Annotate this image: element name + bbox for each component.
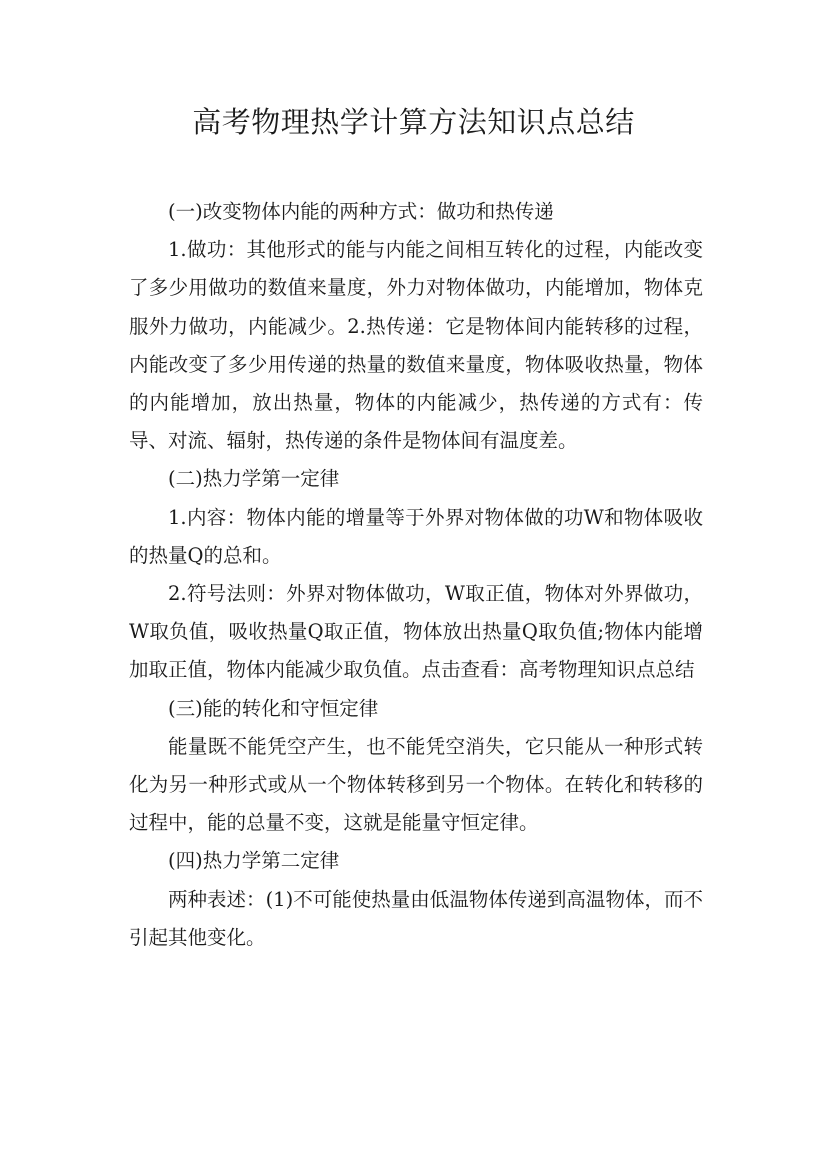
paragraph: 2.符号法则：外界对物体做功，W取正值，物体对外界做功，W取负值，吸收热量Q取正值，物体放出热量Q取负值;物体内能增加取正值，物体内能减少取负值。点击查看：高考物理知识点总结 <box>129 582 703 682</box>
paragraph: 1.内容：物体内能的增量等于外界对物体做的功W和物体吸收的热量Q的总和。 <box>129 505 703 567</box>
section-heading-4: (四)热力学第二定律 <box>168 849 340 873</box>
document-body <box>129 193 703 957</box>
section-heading-2: (二)热力学第一定律 <box>168 467 340 491</box>
paragraph: 两种表述：(1)不可能使热量由低温物体传递到高温物体，而不引起其他变化。 <box>129 887 703 949</box>
paragraph: 能量既不能凭空产生，也不能凭空消失，它只能从一种形式转化为另一种形式或从一个物体转移到另一个物体。在转化和转移的过程中，能的总量不变，这就是能量守恒定律。 <box>129 734 703 835</box>
document-title: 高考物理热学计算方法知识点总结 <box>192 105 635 139</box>
section-heading-3: (三)能的转化和守恒定律 <box>168 696 379 720</box>
paragraph: 1.做功：其他形式的能与内能之间相互转化的过程，内能改变了多少用做功的数值来量度，外力对物体做功，内能增加，物体克服外力做功，内能减少。2.热传递：它是物体间内能转移的过程，内能改变了多少用传递的热量的数值来量度，物体吸收热量，物体的内能增加，放出热量，物体的内能减少，热传递的方式有：传导、对流、辐射，热传递的条件是物体间有温度差。 <box>129 238 703 453</box>
section-heading-1: (一)改变物体内能的两种方式：做功和热传递 <box>168 200 554 223</box>
